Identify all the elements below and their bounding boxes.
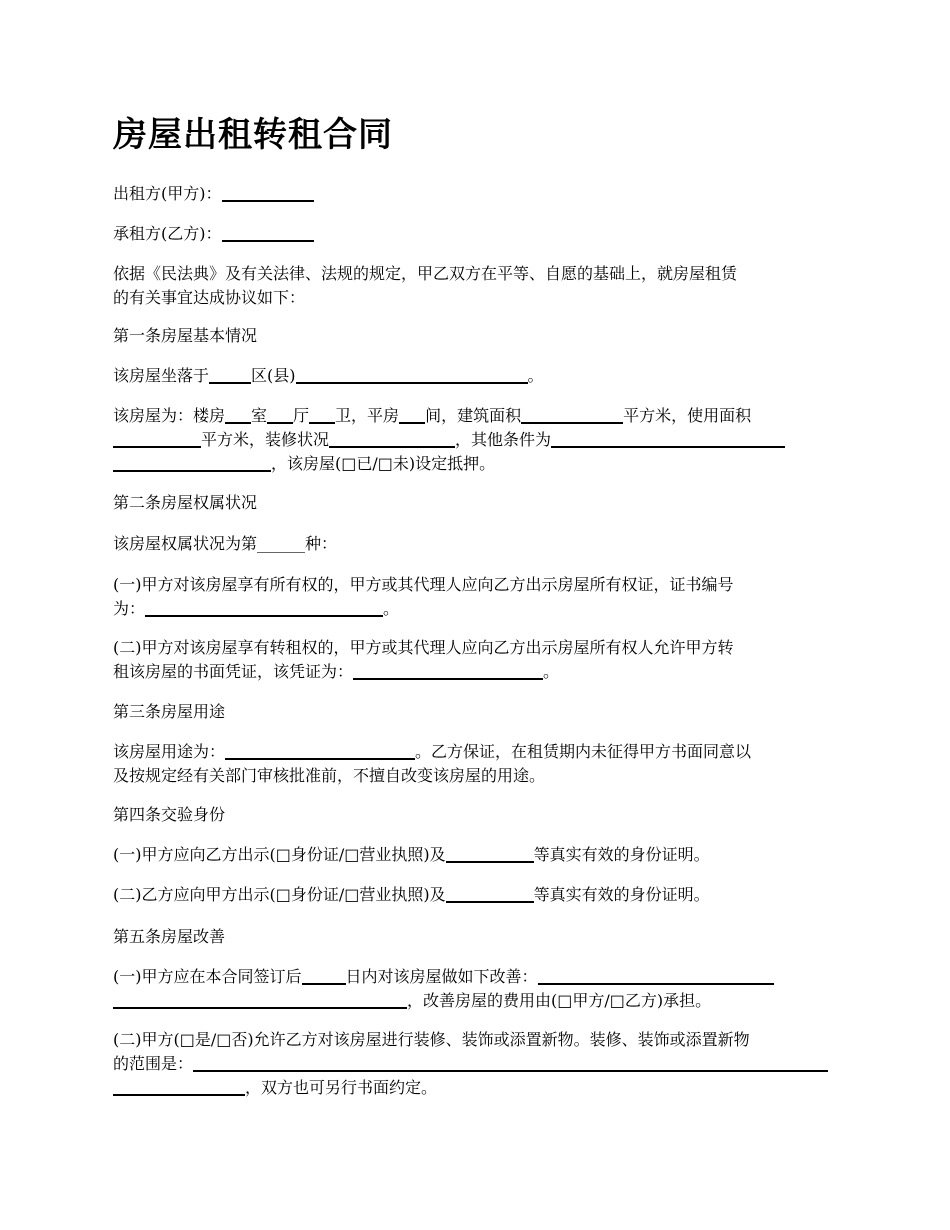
text-c: ，改善房屋的费用由(□甲方/□乙方)承担。 [407,991,712,1010]
text-i: ，该房屋(□已/□未)设定抵押。 [271,454,496,473]
details-line-2 [113,428,838,452]
text-b: 。乙方保证，在租赁期内未征得甲方书面同意以 [415,742,752,761]
bungalow-rooms-blank[interactable] [399,404,425,424]
text-a: (一)甲方应向乙方出示(□身份证/□营业执照)及 [113,845,446,864]
decoration-scope-blank[interactable] [193,1052,828,1072]
decoration-blank[interactable] [329,428,455,448]
lessee-label: 承租方(乙方)： [113,224,222,243]
text-a: 的范围是： [113,1054,194,1073]
address-blank[interactable] [296,364,528,384]
improvement-blank-2[interactable] [113,989,407,1009]
usage-line-1 [113,740,838,764]
decoration-scope-blank-2[interactable] [113,1076,245,1096]
text-b: 日内对该房屋做如下改善： [345,967,538,986]
period: 。 [527,366,544,385]
text-b: 室 [251,406,268,425]
location-label: 该房屋坐落于 [113,366,210,385]
lessor-label: 出租方(甲方)： [113,184,222,203]
document-title: 房屋出租转租合同 [113,115,393,155]
lessor-line [113,182,838,206]
decoration-line-1: (二)甲方(□是/□否)允许乙方对该房屋进行装修、装饰或添置新物。装修、装饰或添置新物 [113,1030,750,1049]
other-conditions-blank[interactable] [551,428,785,448]
intro-line-2: 的有关事宜达成协议如下： [113,288,306,307]
article-1-location [113,364,838,388]
intro-paragraph [113,262,838,310]
building-area-blank[interactable] [521,404,623,424]
text-b: 等真实有效的身份证明。 [533,885,710,904]
article-3-title: 第三条房屋用途 [113,702,226,721]
certificate-number-blank[interactable] [145,597,383,617]
article-3-usage [113,740,838,788]
article-5-title: 第五条房屋改善 [113,927,226,946]
intro-line-1: 依据《民法典》及有关法律、法规的规定，甲乙双方在平等、自愿的基础上，就房屋租赁 [113,264,738,283]
text-a: 该房屋用途为： [113,742,226,761]
baths-blank[interactable] [309,404,335,424]
text-a: (二)乙方应向甲方出示(□身份证/□营业执照)及 [113,885,446,904]
text-a: 租该房屋的书面凭证，该凭证为： [113,662,354,681]
article-2-title: 第二条房屋权属状况 [113,493,258,512]
improvement-line-1 [113,965,838,989]
details-line-1 [113,404,838,428]
text-c: 厅 [293,406,310,425]
details-line-3 [113,452,838,476]
rooms-blank[interactable] [225,404,251,424]
decoration-line-3 [113,1076,838,1100]
party-a-id-blank[interactable] [446,843,534,863]
sublease-line-1: (二)甲方对该房屋享有转租权的，甲方或其代理人应向乙方出示房屋所有权人允许甲方转 [113,638,734,657]
article-4-party-b [113,883,838,907]
text-f: 平方米，使用面积 [623,406,752,425]
decoration-line-2 [113,1052,838,1076]
text-e: 间，建筑面积 [425,406,522,425]
improvement-line-2 [113,989,838,1013]
lessee-name-blank[interactable] [222,222,314,242]
text-b: 。 [383,599,400,618]
article-5-decoration [113,1028,838,1100]
days-blank[interactable] [302,965,346,985]
article-2-ownership [113,573,838,621]
district-label: 区(县) [251,366,296,385]
halls-blank[interactable] [267,404,293,424]
article-4-title: 第四条交验身份 [113,805,226,824]
district-blank[interactable] [209,364,251,384]
article-4-party-a [113,843,838,867]
text-d: 卫，平房 [335,406,400,425]
ownership-line-1: (一)甲方对该房屋享有所有权的，甲方或其代理人应向乙方出示房屋所有权证，证书编号 [113,575,734,594]
other-conditions-blank-2[interactable] [113,452,271,472]
text-b: ，双方也可另行书面约定。 [245,1078,438,1097]
lessor-name-blank[interactable] [222,182,314,202]
lessee-line [113,222,838,246]
text-a: 为： [113,599,146,618]
text-b: 。 [543,662,560,681]
text-b: 等真实有效的身份证明。 [533,845,710,864]
ownership-line-2 [113,597,838,621]
article-2-type: 该房屋权属状况为第______种： [113,534,338,553]
usage-line-2: 及按规定经有关部门审核批准前，不擅自改变该房屋的用途。 [113,766,546,785]
text-h: ，其他条件为 [455,430,552,449]
usage-blank[interactable] [225,740,415,760]
text-a: 该房屋为：楼房 [113,406,226,425]
usable-area-blank[interactable] [113,428,201,448]
improvement-blank[interactable] [538,965,774,985]
voucher-blank[interactable] [353,660,543,680]
party-b-id-blank[interactable] [446,883,534,903]
article-2-sublease [113,636,838,684]
article-1-details [113,404,838,476]
sublease-line-2 [113,660,838,684]
text-g: 平方米，装修状况 [201,430,330,449]
text-a: (一)甲方应在本合同签订后 [113,967,302,986]
article-1-title: 第一条房屋基本情况 [113,326,258,345]
article-5-improvement [113,965,838,1013]
